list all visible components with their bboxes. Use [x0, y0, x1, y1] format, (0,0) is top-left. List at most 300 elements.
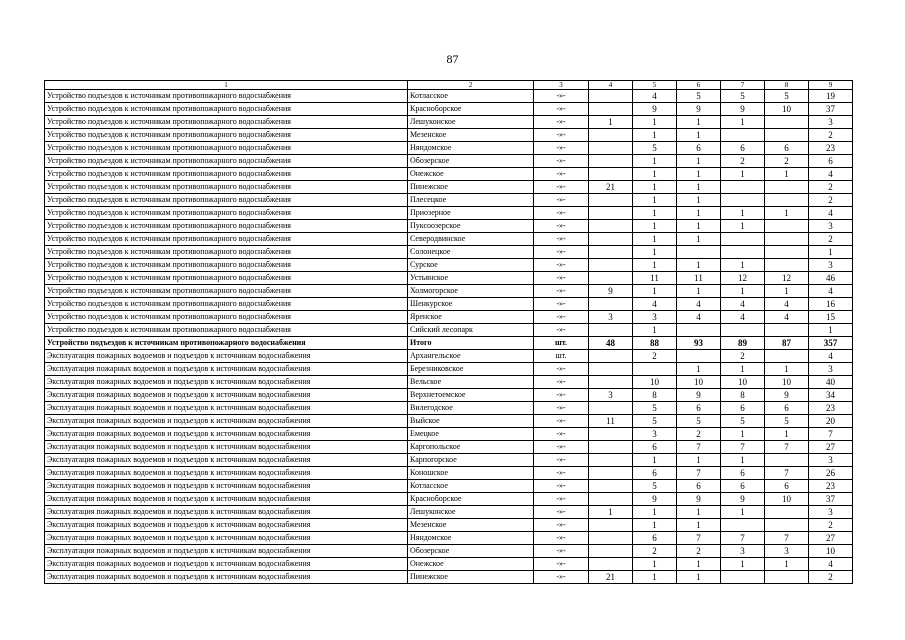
- table-cell-c5: 6: [633, 467, 677, 480]
- table-cell-c9: 20: [809, 415, 853, 428]
- table-cell-name: Устройство подъездов к источникам противопожарного водоснабжения: [45, 233, 408, 246]
- table-cell-unit: -»-: [534, 363, 589, 376]
- table-cell-c5: 1: [633, 285, 677, 298]
- column-number: 8: [765, 81, 809, 90]
- table-cell-c9: 3: [809, 454, 853, 467]
- table-cell-unit: -»-: [534, 493, 589, 506]
- table-cell-unit: -»-: [534, 376, 589, 389]
- table-cell-c5: 1: [633, 168, 677, 181]
- table-cell-name: Эксплуатация пожарных водоемов и подъездов к источникам водоснабжения: [45, 480, 408, 493]
- table-cell-c8: [765, 246, 809, 259]
- table-cell-c7: [721, 129, 765, 142]
- table-cell-c6: 1: [677, 519, 721, 532]
- table-cell-district: Мезенское: [408, 519, 534, 532]
- table-cell-c8: 6: [765, 142, 809, 155]
- table-row: [45, 324, 853, 337]
- table-cell-name: Устройство подъездов к источникам противопожарного водоснабжения: [45, 129, 408, 142]
- table-cell-c8: 3: [765, 545, 809, 558]
- table-row: [45, 181, 853, 194]
- table-cell-name: Эксплуатация пожарных водоемов и подъездов к источникам водоснабжения: [45, 415, 408, 428]
- table-cell-c9: 26: [809, 467, 853, 480]
- table-cell-unit: -»-: [534, 467, 589, 480]
- table-cell-district: Лешуконское: [408, 116, 534, 129]
- table-cell-c6: 6: [677, 402, 721, 415]
- table-row: [45, 142, 853, 155]
- table-cell-c9: 6: [809, 155, 853, 168]
- table-row: [45, 493, 853, 506]
- table-cell-unit: -»-: [534, 506, 589, 519]
- table-cell-c4: [589, 480, 633, 493]
- table-cell-unit: -»-: [534, 519, 589, 532]
- table-cell-c4: [589, 441, 633, 454]
- table-row: [45, 389, 853, 402]
- table-cell-c4: [589, 363, 633, 376]
- table-row: [45, 402, 853, 415]
- table-cell-c6: [677, 246, 721, 259]
- table-cell-c5: 1: [633, 519, 677, 532]
- table-cell-c7: [721, 194, 765, 207]
- table-cell-c7: 89: [721, 337, 765, 350]
- table-cell-unit: -»-: [534, 142, 589, 155]
- table-cell-c5: 6: [633, 441, 677, 454]
- column-number: 5: [633, 81, 677, 90]
- table-cell-c8: 7: [765, 467, 809, 480]
- table-cell-name: Эксплуатация пожарных водоемов и подъездов к источникам водоснабжения: [45, 571, 408, 584]
- table-cell-c6: 1: [677, 259, 721, 272]
- table-cell-c9: 46: [809, 272, 853, 285]
- table-cell-c4: 9: [589, 285, 633, 298]
- table-cell-c5: 4: [633, 90, 677, 103]
- table-cell-c4: [589, 194, 633, 207]
- table-cell-c8: 9: [765, 389, 809, 402]
- table-cell-c9: 3: [809, 116, 853, 129]
- table-cell-unit: -»-: [534, 441, 589, 454]
- table-cell-unit: -»-: [534, 428, 589, 441]
- table-cell-c4: [589, 532, 633, 545]
- table-row: [45, 233, 853, 246]
- table-cell-name: Устройство подъездов к источникам противопожарного водоснабжения: [45, 168, 408, 181]
- table-cell-c5: 9: [633, 493, 677, 506]
- table-cell-c4: [589, 168, 633, 181]
- page-number: 87: [446, 52, 459, 66]
- table-cell-c8: [765, 324, 809, 337]
- table-cell-c7: 6: [721, 480, 765, 493]
- table-cell-c9: 4: [809, 168, 853, 181]
- table-cell-c8: 1: [765, 428, 809, 441]
- table-cell-c9: 15: [809, 311, 853, 324]
- table-cell-c6: 7: [677, 532, 721, 545]
- table-cell-c6: 1: [677, 220, 721, 233]
- table-cell-c6: 1: [677, 571, 721, 584]
- table-cell-c6: 1: [677, 233, 721, 246]
- table-cell-c9: 37: [809, 493, 853, 506]
- table-cell-c9: 2: [809, 129, 853, 142]
- table-cell-district: Красноборское: [408, 103, 534, 116]
- table-row: [45, 298, 853, 311]
- table-cell-name: Устройство подъездов к источникам противопожарного водоснабжения: [45, 337, 408, 350]
- table-cell-c9: 3: [809, 220, 853, 233]
- table-cell-c9: 10: [809, 545, 853, 558]
- table-cell-name: Устройство подъездов к источникам противопожарного водоснабжения: [45, 272, 408, 285]
- table-row: [45, 259, 853, 272]
- table-cell-c4: [589, 142, 633, 155]
- table-cell-c7: 3: [721, 545, 765, 558]
- table-cell-name: Эксплуатация пожарных водоемов и подъездов к источникам водоснабжения: [45, 545, 408, 558]
- table-cell-district: Котласское: [408, 90, 534, 103]
- table-cell-unit: -»-: [534, 90, 589, 103]
- table-cell-c4: 21: [589, 571, 633, 584]
- table-cell-name: Эксплуатация пожарных водоемов и подъездов к источникам водоснабжения: [45, 558, 408, 571]
- table-cell-c7: 1: [721, 428, 765, 441]
- table-cell-c4: [589, 324, 633, 337]
- table-cell-c7: 7: [721, 441, 765, 454]
- table-cell-name: Устройство подъездов к источникам противопожарного водоснабжения: [45, 103, 408, 116]
- table-cell-c4: [589, 90, 633, 103]
- table-cell-c5: 1: [633, 155, 677, 168]
- table-cell-c7: 1: [721, 259, 765, 272]
- table-cell-c6: 93: [677, 337, 721, 350]
- table-row: [45, 220, 853, 233]
- table-cell-c8: 5: [765, 90, 809, 103]
- data-table: [44, 80, 853, 584]
- table-cell-c4: [589, 246, 633, 259]
- table-cell-c5: 5: [633, 142, 677, 155]
- table-cell-c8: 87: [765, 337, 809, 350]
- table-cell-c8: 7: [765, 441, 809, 454]
- table-cell-c5: 2: [633, 545, 677, 558]
- table-cell-unit: -»-: [534, 103, 589, 116]
- table-cell-c6: 1: [677, 363, 721, 376]
- table-cell-c5: [633, 363, 677, 376]
- table-cell-c4: [589, 298, 633, 311]
- table-row: [45, 571, 853, 584]
- table-row: [45, 558, 853, 571]
- table-cell-c4: 3: [589, 389, 633, 402]
- table-cell-c7: 4: [721, 311, 765, 324]
- table-cell-c7: 9: [721, 493, 765, 506]
- table-cell-c5: 5: [633, 415, 677, 428]
- table-cell-c4: [589, 259, 633, 272]
- table-cell-c9: 27: [809, 441, 853, 454]
- table-cell-c5: 4: [633, 298, 677, 311]
- table-cell-unit: -»-: [534, 454, 589, 467]
- table-cell-c5: 9: [633, 103, 677, 116]
- table-cell-district: Северодвинское: [408, 233, 534, 246]
- table-cell-c4: [589, 155, 633, 168]
- table-cell-district: Сурское: [408, 259, 534, 272]
- table-row: [45, 90, 853, 103]
- table-row: [45, 441, 853, 454]
- table-cell-c5: 3: [633, 428, 677, 441]
- table-cell-name: Эксплуатация пожарных водоемов и подъездов к источникам водоснабжения: [45, 402, 408, 415]
- table-cell-c6: 1: [677, 207, 721, 220]
- table-cell-c8: [765, 194, 809, 207]
- table-cell-c9: 16: [809, 298, 853, 311]
- table-cell-unit: -»-: [534, 194, 589, 207]
- table-cell-c8: [765, 129, 809, 142]
- table-cell-c7: 10: [721, 376, 765, 389]
- table-cell-c5: 3: [633, 311, 677, 324]
- table-cell-c4: [589, 350, 633, 363]
- table-cell-c7: 1: [721, 558, 765, 571]
- table-cell-c4: 48: [589, 337, 633, 350]
- table-cell-c9: 4: [809, 285, 853, 298]
- table-cell-district: Мезенское: [408, 129, 534, 142]
- table-cell-c6: 9: [677, 389, 721, 402]
- table-cell-c8: 6: [765, 480, 809, 493]
- table-cell-c9: 34: [809, 389, 853, 402]
- table-cell-c8: 7: [765, 532, 809, 545]
- table-row: [45, 285, 853, 298]
- table-cell-district: Карпогорское: [408, 454, 534, 467]
- table-cell-c4: [589, 493, 633, 506]
- table-cell-name: Эксплуатация пожарных водоемов и подъездов к источникам водоснабжения: [45, 441, 408, 454]
- table-cell-district: Онежское: [408, 168, 534, 181]
- table-cell-c6: 1: [677, 194, 721, 207]
- table-cell-unit: -»-: [534, 155, 589, 168]
- table-cell-c7: [721, 233, 765, 246]
- table-cell-name: Эксплуатация пожарных водоемов и подъездов к источникам водоснабжения: [45, 506, 408, 519]
- table-cell-c7: 2: [721, 350, 765, 363]
- table-cell-c4: 21: [589, 181, 633, 194]
- table-body: [45, 81, 853, 584]
- table-cell-district: Верхнетоемское: [408, 389, 534, 402]
- table-row: [45, 428, 853, 441]
- table-cell-name: Устройство подъездов к источникам противопожарного водоснабжения: [45, 324, 408, 337]
- column-number: 4: [589, 81, 633, 90]
- table-cell-c7: 1: [721, 207, 765, 220]
- table-cell-c6: 5: [677, 415, 721, 428]
- table-cell-district: Няндомское: [408, 142, 534, 155]
- table-cell-name: Устройство подъездов к источникам противопожарного водоснабжения: [45, 90, 408, 103]
- table-cell-district: Яренское: [408, 311, 534, 324]
- table-cell-c6: 9: [677, 103, 721, 116]
- table-cell-name: Эксплуатация пожарных водоемов и подъездов к источникам водоснабжения: [45, 454, 408, 467]
- table-cell-c5: 1: [633, 246, 677, 259]
- table-cell-unit: -»-: [534, 246, 589, 259]
- table-cell-c9: 4: [809, 350, 853, 363]
- table-cell-name: Устройство подъездов к источникам противопожарного водоснабжения: [45, 116, 408, 129]
- column-number: 3: [534, 81, 589, 90]
- table-cell-c4: 3: [589, 311, 633, 324]
- table-cell-c5: 1: [633, 181, 677, 194]
- table-cell-c9: 3: [809, 363, 853, 376]
- table-cell-district: Березниковское: [408, 363, 534, 376]
- table-cell-c6: 1: [677, 285, 721, 298]
- table-cell-c7: 1: [721, 220, 765, 233]
- table-cell-c7: 7: [721, 532, 765, 545]
- table-cell-c4: [589, 454, 633, 467]
- table-cell-c8: 12: [765, 272, 809, 285]
- column-number: 2: [408, 81, 534, 90]
- table-cell-c9: 23: [809, 142, 853, 155]
- table-cell-district: Котласское: [408, 480, 534, 493]
- table-cell-name: Устройство подъездов к источникам противопожарного водоснабжения: [45, 194, 408, 207]
- table-cell-c6: 1: [677, 558, 721, 571]
- table-cell-c6: 6: [677, 480, 721, 493]
- table-cell-c7: [721, 571, 765, 584]
- table-cell-district: Емецкое: [408, 428, 534, 441]
- table-cell-c6: 4: [677, 311, 721, 324]
- table-cell-c7: 1: [721, 454, 765, 467]
- table-cell-c4: [589, 272, 633, 285]
- table-cell-unit: -»-: [534, 532, 589, 545]
- table-cell-district: Пинежское: [408, 571, 534, 584]
- table-cell-unit: -»-: [534, 129, 589, 142]
- table-cell-unit: -»-: [534, 324, 589, 337]
- table-cell-c4: [589, 233, 633, 246]
- table-cell-c9: 2: [809, 571, 853, 584]
- table-cell-c4: [589, 376, 633, 389]
- table-cell-c5: 1: [633, 233, 677, 246]
- table-cell-district: Лешуконское: [408, 506, 534, 519]
- table-cell-c5: 6: [633, 532, 677, 545]
- table-cell-c7: 1: [721, 506, 765, 519]
- table-cell-c6: 6: [677, 142, 721, 155]
- table-cell-c7: 1: [721, 363, 765, 376]
- column-number: 7: [721, 81, 765, 90]
- table-row: [45, 194, 853, 207]
- table-cell-c7: 6: [721, 402, 765, 415]
- table-cell-name: Устройство подъездов к источникам противопожарного водоснабжения: [45, 142, 408, 155]
- table-cell-c4: [589, 558, 633, 571]
- table-cell-c9: 27: [809, 532, 853, 545]
- table-cell-district: Холмогорское: [408, 285, 534, 298]
- table-cell-c6: 11: [677, 272, 721, 285]
- table-cell-district: Пинежское: [408, 181, 534, 194]
- table-cell-unit: шт.: [534, 337, 589, 350]
- table-cell-c5: 11: [633, 272, 677, 285]
- table-cell-c9: 23: [809, 480, 853, 493]
- table-cell-c7: 2: [721, 155, 765, 168]
- column-number: 1: [45, 81, 408, 90]
- table-cell-c9: 357: [809, 337, 853, 350]
- table-cell-c9: 2: [809, 194, 853, 207]
- table-cell-c4: [589, 129, 633, 142]
- table-cell-district: Онежское: [408, 558, 534, 571]
- table-row: [45, 350, 853, 363]
- table-cell-district: Каргопольское: [408, 441, 534, 454]
- table-cell-c8: [765, 571, 809, 584]
- table-cell-name: Устройство подъездов к источникам противопожарного водоснабжения: [45, 298, 408, 311]
- table-cell-c5: 5: [633, 480, 677, 493]
- table-cell-unit: -»-: [534, 168, 589, 181]
- table-cell-c8: 5: [765, 415, 809, 428]
- table-cell-c9: 3: [809, 506, 853, 519]
- table-cell-c6: 1: [677, 454, 721, 467]
- table-cell-c7: 8: [721, 389, 765, 402]
- table-cell-c9: 2: [809, 233, 853, 246]
- table-cell-c9: 40: [809, 376, 853, 389]
- column-number: 9: [809, 81, 853, 90]
- table-cell-c8: [765, 506, 809, 519]
- table-cell-c5: 10: [633, 376, 677, 389]
- table-cell-c8: [765, 259, 809, 272]
- table-cell-c8: [765, 220, 809, 233]
- table-row-total: [45, 337, 853, 350]
- table-cell-unit: -»-: [534, 415, 589, 428]
- table-cell-district: Няндомское: [408, 532, 534, 545]
- table-cell-c4: [589, 402, 633, 415]
- table-cell-c6: 7: [677, 441, 721, 454]
- table-cell-name: Устройство подъездов к источникам противопожарного водоснабжения: [45, 220, 408, 233]
- column-number-row: [45, 81, 853, 90]
- table-row: [45, 272, 853, 285]
- table-cell-c8: [765, 454, 809, 467]
- table-cell-c8: [765, 181, 809, 194]
- table-cell-c7: 5: [721, 415, 765, 428]
- table-cell-c8: 10: [765, 493, 809, 506]
- table-cell-c4: [589, 103, 633, 116]
- table-cell-name: Устройство подъездов к источникам противопожарного водоснабжения: [45, 285, 408, 298]
- table-cell-unit: -»-: [534, 272, 589, 285]
- table-cell-c4: 1: [589, 506, 633, 519]
- table-cell-c4: [589, 207, 633, 220]
- table-cell-unit: шт.: [534, 350, 589, 363]
- table-cell-name: Эксплуатация пожарных водоемов и подъездов к источникам водоснабжения: [45, 467, 408, 480]
- table-cell-district: Плесецкое: [408, 194, 534, 207]
- table-cell-name: Эксплуатация пожарных водоемов и подъездов к источникам водоснабжения: [45, 376, 408, 389]
- table-cell-c8: 1: [765, 168, 809, 181]
- table-cell-district: Приозерное: [408, 207, 534, 220]
- table-cell-name: Устройство подъездов к источникам противопожарного водоснабжения: [45, 246, 408, 259]
- table-cell-c7: [721, 324, 765, 337]
- table-cell-c7: 6: [721, 142, 765, 155]
- table-cell-unit: -»-: [534, 207, 589, 220]
- table-cell-unit: -»-: [534, 402, 589, 415]
- table-cell-c6: 4: [677, 298, 721, 311]
- table-row: [45, 519, 853, 532]
- table-cell-c9: 2: [809, 519, 853, 532]
- table-cell-district: Устьянское: [408, 272, 534, 285]
- table-cell-c5: 1: [633, 324, 677, 337]
- table-row: [45, 116, 853, 129]
- table-cell-c5: 1: [633, 506, 677, 519]
- table-cell-c9: 3: [809, 259, 853, 272]
- table-cell-c5: 1: [633, 129, 677, 142]
- table-cell-c4: 1: [589, 116, 633, 129]
- table-row: [45, 376, 853, 389]
- table-row: [45, 506, 853, 519]
- table-cell-c5: 1: [633, 194, 677, 207]
- table-cell-district: Обозерское: [408, 545, 534, 558]
- table-cell-unit: -»-: [534, 259, 589, 272]
- table-row: [45, 207, 853, 220]
- table-cell-district: Сийский лесопарк: [408, 324, 534, 337]
- table-cell-name: Устройство подъездов к источникам противопожарного водоснабжения: [45, 181, 408, 194]
- table-cell-c6: 5: [677, 90, 721, 103]
- table-cell-c8: [765, 519, 809, 532]
- table-cell-c6: 1: [677, 168, 721, 181]
- table-cell-c5: 1: [633, 259, 677, 272]
- table-cell-c5: 88: [633, 337, 677, 350]
- table-cell-c8: 10: [765, 103, 809, 116]
- table-cell-name: Эксплуатация пожарных водоемов и подъездов к источникам водоснабжения: [45, 428, 408, 441]
- table-row: [45, 467, 853, 480]
- table-cell-c5: 5: [633, 402, 677, 415]
- table-cell-c9: 4: [809, 558, 853, 571]
- table-cell-name: Устройство подъездов к источникам противопожарного водоснабжения: [45, 155, 408, 168]
- table-cell-c8: 4: [765, 298, 809, 311]
- table-cell-c5: 1: [633, 220, 677, 233]
- table-cell-c8: 4: [765, 311, 809, 324]
- table-cell-unit: -»-: [534, 181, 589, 194]
- table-cell-unit: -»-: [534, 233, 589, 246]
- table-cell-c9: 1: [809, 246, 853, 259]
- table-cell-c9: 7: [809, 428, 853, 441]
- table-cell-c6: 1: [677, 181, 721, 194]
- table-cell-c4: [589, 220, 633, 233]
